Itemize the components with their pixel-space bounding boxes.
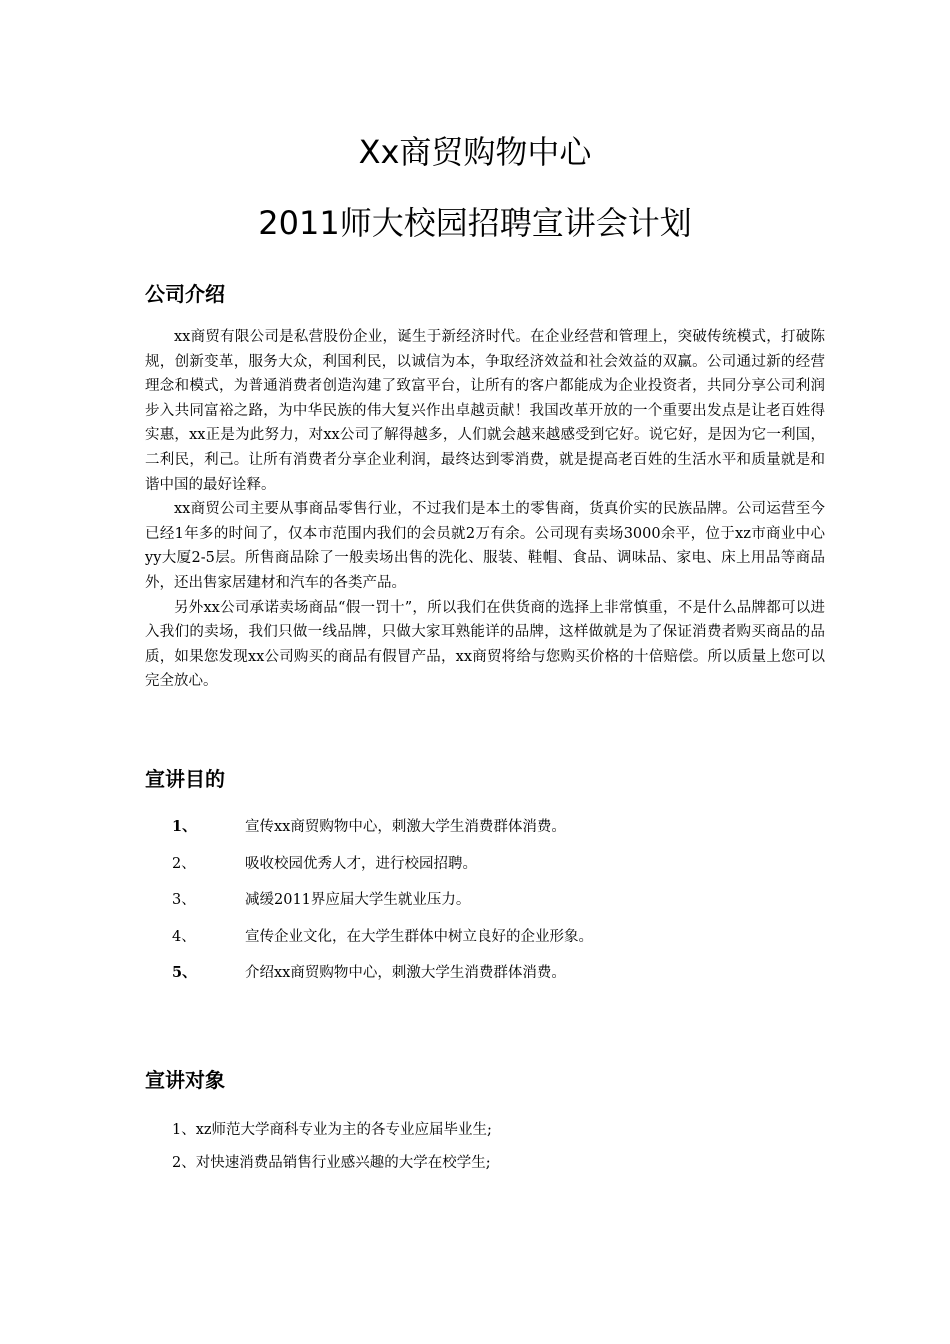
list-item-number: 2、 [172, 855, 196, 872]
section-heading-audience: 宣讲对象 [145, 1068, 225, 1092]
section-heading-purpose: 宣讲目的 [145, 767, 225, 791]
list-item-text: 宣传企业文化，在大学生群体中树立良好的企业形象。 [245, 928, 593, 945]
list-item-text: 介绍xx商贸购物中心，刺激大学生消费群体消费。 [245, 965, 566, 981]
document-title-line1: Xx商贸购物中心 [358, 133, 592, 171]
document-title-line2: 2011师大校园招聘宣讲会计划 [258, 204, 692, 242]
list-item-text: 宣传xx商贸购物中心，刺激大学生消费群体消费。 [245, 819, 566, 835]
list-item-number: 1、 [172, 818, 197, 835]
list-item [172, 815, 832, 852]
intro-paragraph: xx商贸有限公司是私营股份企业，诞生于新经济时代。在企业经营和管理上，突破传统模式，打破陈规，创新变革，服务大众，利国利民，以诚信为本，争取经济效益和社会效益的双赢。公司通过新的经营理念和模式，为普通消费者创造沟建了致富平台，让所有的客户都能成为企业投资者，共同分享公司利润步入共同富裕之路，为中华民族的伟大复兴作出卓越贡献！我国改革开放的一个重要出发点是让老百姓得实惠，xx正是为此努力，对xx公司了解得越多，人们就会越来越感受到它好。说它好，是因为它一利国，二利民，利己。让所有消费者分享企业利润，最终达到零消费，就是提高老百姓的生活水平和质量就是和谐中国的最好诠释。 [145, 329, 825, 493]
list-item: 2、对快速消费品销售行业感兴趣的大学在校学生; [172, 1155, 491, 1171]
list-item [172, 961, 832, 998]
list-item [172, 888, 832, 925]
purpose-list [172, 815, 832, 998]
intro-body [145, 325, 825, 694]
list-item-number: 5、 [172, 964, 197, 981]
audience-list [172, 1118, 832, 1184]
list-item [172, 925, 832, 962]
intro-paragraph: 另外xx公司承诺卖场商品“假一罚十”，所以我们在供货商的选择上非常慎重，不是什么品牌都可以进入我们的卖场，我们只做一线品牌，只做大家耳熟能详的品牌，这样做就是为了保证消费者购买商品的品质，如果您发现xx公司购买的商品有假冒产品，xx商贸将给与您购买价格的十倍赔偿。所以质量上您可以完全放心。 [145, 599, 825, 690]
list-item-number: 3、 [172, 892, 196, 908]
list-item-text: 吸收校园优秀人才，进行校园招聘。 [245, 855, 477, 872]
list-item-text: 减缓2011界应届大学生就业压力。 [245, 892, 471, 908]
list-item: 1、xz师范大学商科专业为主的各专业应届毕业生; [172, 1122, 492, 1138]
section-heading-intro: 公司介绍 [145, 282, 225, 306]
list-item [172, 852, 832, 889]
list-item-number: 4、 [172, 928, 196, 945]
intro-paragraph: xx商贸公司主要从事商品零售行业，不过我们是本土的零售商，货真价实的民族品牌。公司运营至今已经1年多的时间了，仅本市范围内我们的会员就2万有余。公司现有卖场3000余平，位于xz市商业中心yy大厦2-5层。所售商品除了一般卖场出售的洗化、服装、鞋帽、食品、调味品、家电、床上用品等商品外，还出售家居建材和汽车的各类产品。 [145, 501, 825, 591]
